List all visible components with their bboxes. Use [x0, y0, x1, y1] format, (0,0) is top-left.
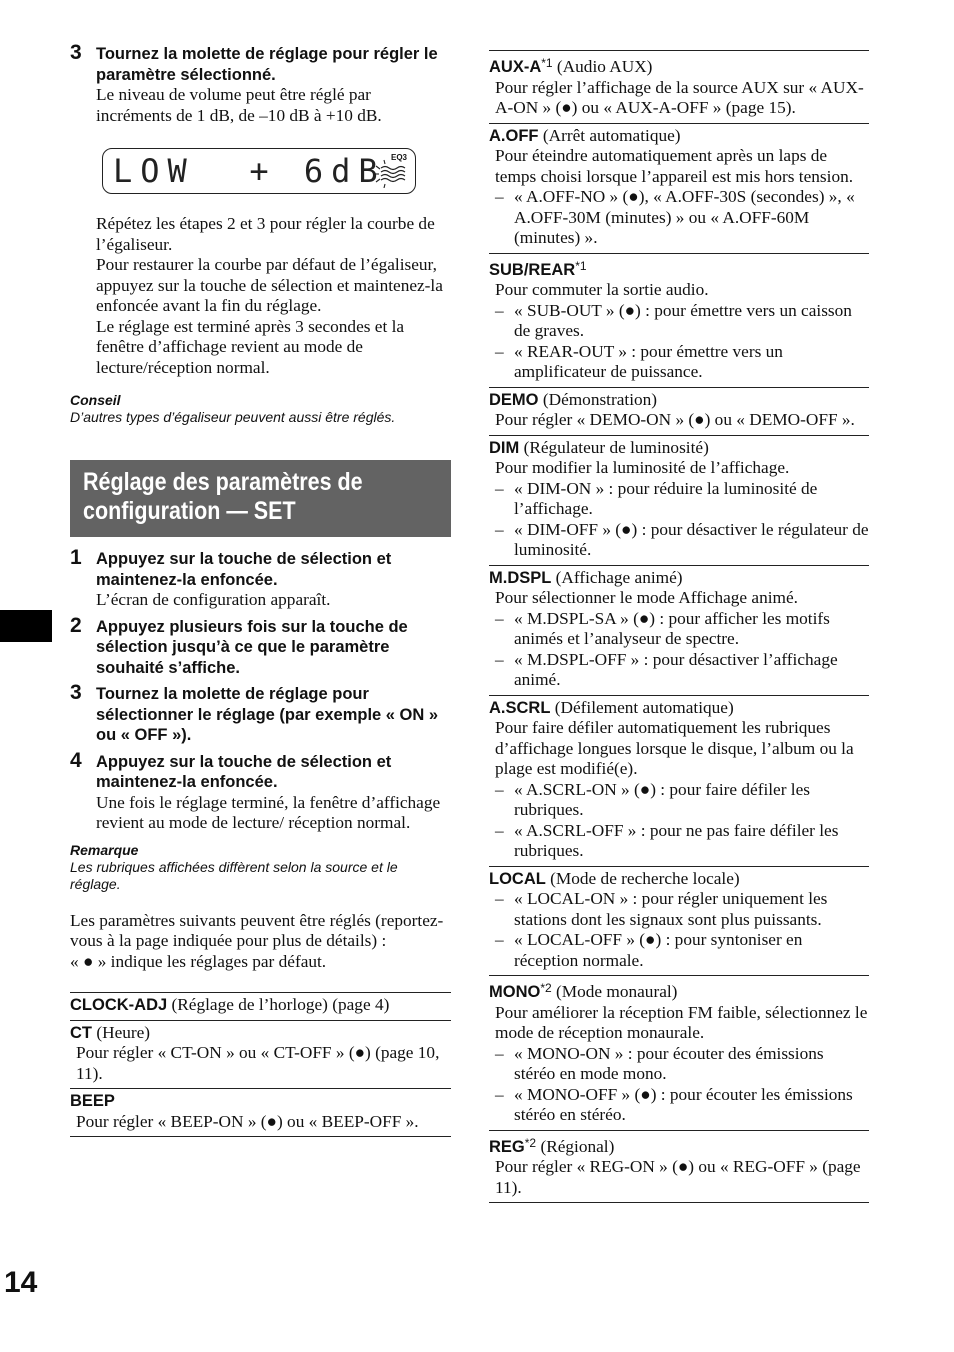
param-name: M.DSPL — [489, 568, 552, 587]
param-header — [489, 53, 869, 78]
param-name: A.SCRL — [489, 698, 551, 717]
param-m-dspl — [489, 565, 869, 695]
step-title: Tournez la molette de réglage pour sélectionner le réglage (par exemple « ON » ou « OFF »). — [96, 685, 439, 744]
param-clock-adj — [70, 992, 451, 1020]
set-steps — [70, 546, 451, 834]
param-name: MONO — [489, 983, 541, 1001]
param-option: – « A.OFF-NO » (●), « A.OFF-30S (secondes) », « A.OFF-30M (minutes) » ou « A.OFF-60M (minutes) ». — [495, 187, 869, 249]
parameter-list-right — [489, 50, 869, 1203]
param-label: (Défilement automatique) — [554, 697, 734, 717]
param-beep — [70, 1088, 451, 1137]
param-option: – « A.SCRL-OFF » : pour ne pas faire défiler les rubriques. — [495, 821, 869, 862]
step-2 — [70, 613, 451, 679]
page-number: 14 — [4, 1266, 38, 1299]
param-label: (Régulateur de luminosité) — [523, 437, 709, 457]
param-description: Pour régler « CT-ON » ou « CT-OFF » (●) (page 10, 11). — [76, 1043, 440, 1083]
step-1 — [70, 546, 451, 611]
param-option: – « DIM-ON » : pour réduire la luminosité de l’affichage. — [495, 479, 869, 520]
param-a-scrl — [489, 695, 869, 866]
param-option: – « MONO-ON » : pour écouter des émissions stéréo en mode mono. — [495, 1044, 869, 1085]
lcd-text: LOW + 6dB — [113, 152, 386, 190]
right-column — [489, 50, 869, 1203]
param-description: Pour commuter la sortie audio. — [495, 280, 709, 299]
repeat-instructions — [96, 214, 451, 378]
eq-spectrum-icon — [373, 154, 409, 188]
paragraph: Les paramètres suivants peuvent être réglés (reportez-vous à la page indiquée pour plus de détails) : — [70, 910, 444, 950]
param-name: BEEP — [70, 1092, 115, 1110]
param-description: Pour régler « REG-ON » (●) ou « REG-OFF » (page 11). — [495, 1157, 861, 1197]
remark-title: Remarque — [70, 841, 139, 858]
parameter-list-left — [70, 992, 451, 1137]
step-number: 2 — [70, 613, 82, 637]
param-header — [489, 390, 869, 411]
param-description: Pour régler l’affichage de la source AUX sur « AUX-A-ON » (●) ou « AUX-A-OFF » (page 15). — [495, 77, 864, 117]
param-demo — [489, 387, 869, 435]
param-description: Pour faire défiler automatiquement les rubriques d’affichage longues lorsque le disque, l’album ou la plage est modifié(e). — [495, 718, 854, 778]
step-title: Appuyez sur la touche de sélection et maintenez-la enfoncée. — [96, 752, 392, 791]
step-title: Appuyez sur la touche de sélection et maintenez-la enfoncée. — [96, 550, 392, 589]
paragraph: Répétez les étapes 2 et 3 pour régler la courbe de l’égaliseur. — [96, 214, 435, 254]
param-name: DEMO — [489, 390, 539, 409]
step-4 — [70, 748, 451, 834]
param-description: Pour éteindre automatiquement après un laps de temps choisi lorsque l’appareil est mis hors tension. — [495, 146, 854, 186]
param-name: LOCAL — [489, 869, 546, 888]
param-local — [489, 866, 869, 976]
footnote-ref: *2 — [540, 981, 552, 995]
section-title: Réglage des paramètres de configuration — SET — [83, 468, 363, 525]
param-label: (Réglage de l’horloge) (page 4) — [171, 995, 390, 1014]
param-name: REG — [489, 1137, 525, 1156]
default-legend: « ● » indique les réglages par défaut. — [70, 951, 327, 971]
param-label: (Audio AUX) — [556, 57, 653, 76]
param-description: Pour améliorer la réception FM faible, sélectionnez le mode de réception monaurale. — [495, 1002, 868, 1042]
param-label: (Régional) — [540, 1136, 615, 1156]
param-label: (Mode de recherche locale) — [550, 868, 740, 888]
param-option: – « A.SCRL-ON » (●) : pour faire défiler les rubriques. — [495, 780, 869, 821]
param-sub-rear — [489, 253, 869, 387]
param-option: – « MONO-OFF » (●) : pour écouter les émissions stéréo en stéréo. — [495, 1085, 869, 1126]
footnote-ref: *1 — [575, 258, 587, 273]
remark-body: Les rubriques affichées diffèrent selon la source et le réglage. — [70, 858, 398, 892]
tip-body: D’autres types d’égaliseur peuvent aussi être réglés. — [70, 409, 396, 425]
param-reg — [489, 1130, 869, 1204]
param-header — [489, 698, 869, 719]
step-title: Appuyez plusieurs fois sur la touche de sélection jusqu’à ce que le paramètre souhaité s’affiche. — [96, 617, 408, 677]
step-number: 1 — [70, 546, 82, 569]
step-3-adjust — [70, 41, 451, 126]
param-header — [70, 995, 451, 1016]
param-description: Pour sélectionner le mode Affichage animé. — [495, 588, 798, 607]
paragraph: Le réglage est terminé après 3 secondes et la fenêtre d’affichage revient au mode de lecture/réception normal. — [96, 316, 405, 377]
param-header — [489, 568, 869, 589]
param-name: SUB/REAR — [489, 260, 576, 279]
param-name: DIM — [489, 438, 520, 457]
param-label: (Démonstration) — [542, 389, 658, 409]
param-header — [489, 978, 869, 1003]
step-title: Tournez la molette de réglage pour régler le paramètre sélectionné. — [96, 45, 438, 84]
step-body: L’écran de configuration apparaît. — [96, 590, 331, 609]
param-header — [489, 126, 869, 147]
eq-label: EQ3 — [390, 153, 407, 162]
step-number: 3 — [70, 681, 82, 704]
left-column — [70, 41, 451, 1137]
param-name: A.OFF — [489, 126, 539, 145]
tip-title: Conseil — [70, 392, 121, 408]
param-option: – « SUB-OUT » (●) : pour émettre vers un caisson de graves. — [495, 301, 869, 342]
param-header — [70, 1091, 451, 1112]
param-a-off — [489, 123, 869, 253]
footnote-ref: *2 — [524, 1135, 537, 1150]
param-description: Pour régler « DEMO-ON » (●) ou « DEMO-OFF ». — [495, 410, 855, 429]
param-header — [489, 438, 869, 459]
param-option: – « LOCAL-OFF » (●) : pour syntoniser en réception normale. — [495, 930, 869, 971]
param-aux-a — [489, 50, 869, 123]
param-option: – « DIM-OFF » (●) : pour désactiver le régulateur de luminosité. — [495, 520, 869, 561]
param-description: Pour modifier la luminosité de l’affichage. — [495, 458, 790, 477]
footnote-ref: *1 — [541, 56, 553, 70]
param-ct — [70, 1020, 451, 1089]
param-header — [70, 1023, 451, 1044]
step-body: Une fois le réglage terminé, la fenêtre d’affichage revient au mode de lecture/ réception normal. — [96, 792, 441, 832]
param-option: – « M.DSPL-SA » (●) : pour afficher les motifs animés et l’analyseur de spectre. — [495, 609, 869, 650]
param-dim — [489, 435, 869, 565]
param-option: – « M.DSPL-OFF » : pour désactiver l’affichage animé. — [495, 650, 869, 691]
step-number: 3 — [70, 41, 82, 64]
chapter-tab-marker — [0, 610, 52, 642]
param-mono — [489, 975, 869, 1130]
step-number: 4 — [70, 748, 82, 772]
param-header — [489, 869, 869, 890]
paragraph: Pour restaurer la courbe par défaut de l’égaliseur, appuyez sur la touche de sélection et maintenez-la enfoncée avant la fin du réglage. — [96, 255, 443, 315]
param-label: (Arrêt automatique) — [542, 125, 681, 145]
step-body: Le niveau de volume peut être réglé par incréments de 1 dB, de –10 dB à +10 dB. — [96, 85, 382, 125]
parameters-intro — [70, 911, 451, 973]
param-option: – « REAR-OUT » : pour émettre vers un amplificateur de puissance. — [495, 342, 869, 383]
param-header — [489, 256, 869, 281]
param-description: Pour régler « BEEP-ON » (●) ou « BEEP-OFF ». — [76, 1111, 419, 1131]
param-header — [489, 1133, 869, 1158]
param-label: (Heure) — [96, 1022, 151, 1042]
param-label: (Affichage animé) — [555, 567, 683, 587]
param-option: – « LOCAL-ON » : pour régler uniquement les stations dont les signaux sont plus puissants. — [495, 889, 869, 930]
param-name: AUX-A — [489, 58, 542, 76]
step-3 — [70, 681, 451, 746]
param-name: CT — [70, 1023, 92, 1042]
param-label: (Mode monaural) — [556, 982, 678, 1001]
param-name: CLOCK-ADJ — [70, 996, 168, 1014]
section-heading-set — [70, 460, 451, 537]
lcd-display-illustration — [102, 148, 416, 194]
